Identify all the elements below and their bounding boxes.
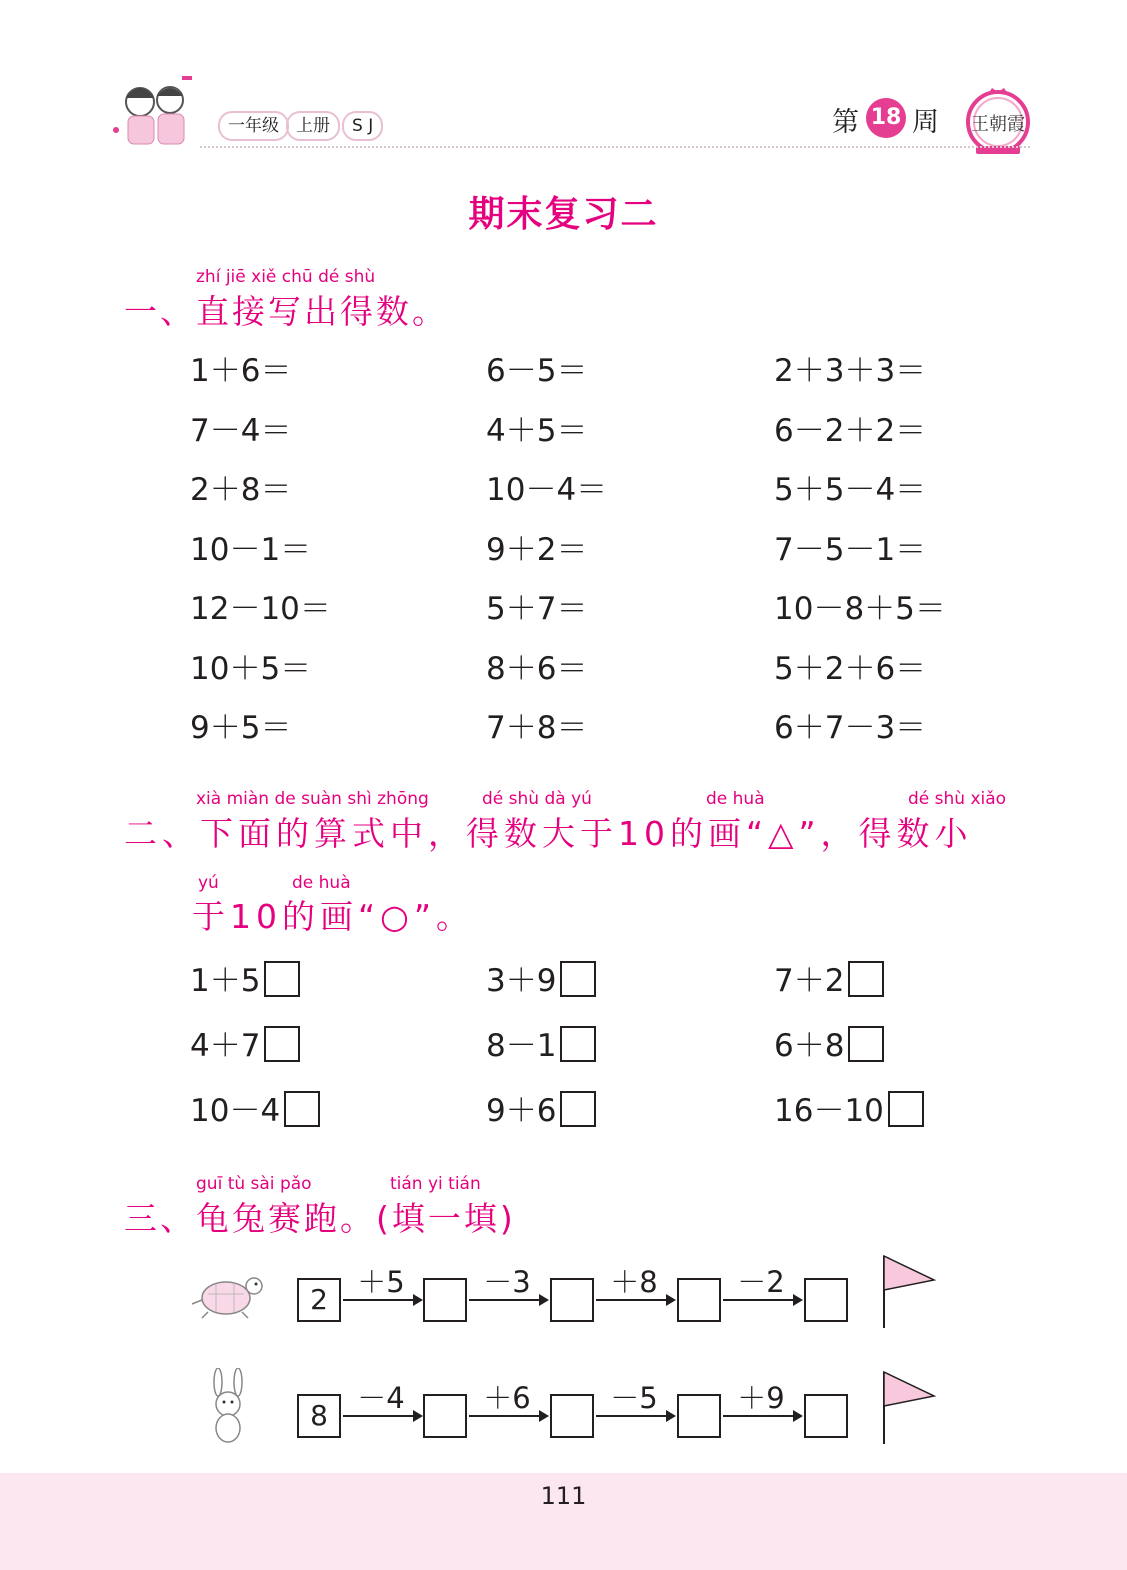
expression: 3＋9 — [486, 963, 557, 999]
equation: 5＋2＋6＝ — [774, 650, 927, 687]
comparison-item — [190, 1020, 300, 1065]
answer-box[interactable] — [560, 1091, 596, 1127]
section2-pinyin-1: xià miàn de suàn shì zhōng — [196, 789, 429, 809]
equation: 9＋2＝ — [486, 531, 588, 568]
answer-box[interactable] — [888, 1091, 924, 1127]
arrow-line — [596, 1299, 668, 1301]
arrow-head-icon — [413, 1410, 423, 1422]
arrow-line — [469, 1415, 541, 1417]
arrow-line — [596, 1415, 668, 1417]
comparison-item — [486, 955, 596, 1000]
answer-box[interactable] — [550, 1394, 594, 1438]
equation: 7－5－1＝ — [774, 531, 927, 568]
comparison-item — [774, 1085, 924, 1130]
arrow-head-icon — [539, 1294, 549, 1306]
expression: 7＋2 — [774, 963, 845, 999]
svg-text:王朝霞: 王朝霞 — [971, 114, 1025, 135]
section2-pinyin-2: dé shù dà yú — [482, 789, 592, 809]
answer-box[interactable] — [848, 1026, 884, 1062]
section3-heading: 三、龟兔赛跑。(填一填) — [124, 1199, 516, 1238]
section2-pinyin-4: dé shù xiǎo — [908, 789, 1007, 809]
finish-flag-icon — [878, 1370, 938, 1446]
equation: 10＋5＝ — [190, 650, 312, 687]
comparison-item — [486, 1085, 596, 1130]
answer-box[interactable] — [677, 1278, 721, 1322]
equation: 10－1＝ — [190, 531, 312, 568]
operation-label: ＋5 — [357, 1265, 405, 1299]
operation-label: ＋8 — [610, 1265, 658, 1299]
week-suffix: 周 — [912, 107, 939, 138]
expression: 6＋8 — [774, 1028, 845, 1064]
equation: 12－10＝ — [190, 591, 331, 627]
equation: 7＋8＝ — [486, 710, 588, 746]
comparison-item — [486, 1020, 596, 1065]
equation: 8＋6＝ — [486, 650, 588, 687]
expression: 16－10 — [774, 1093, 884, 1129]
arrow-line — [343, 1415, 415, 1417]
start-number: 8 — [297, 1394, 341, 1438]
answer-box[interactable] — [848, 961, 884, 997]
equation: 9＋5＝ — [190, 710, 292, 746]
operation-label: －4 — [357, 1381, 405, 1415]
answer-box[interactable] — [550, 1278, 594, 1322]
answer-box[interactable] — [560, 961, 596, 997]
answer-box[interactable] — [560, 1026, 596, 1062]
operation-label: ＋6 — [483, 1381, 531, 1415]
turtle-icon — [188, 1268, 268, 1322]
expression: 10－4 — [190, 1093, 281, 1129]
comparison-item — [190, 1085, 320, 1130]
arrow-line — [469, 1299, 541, 1301]
equation: 10－4＝ — [486, 472, 608, 508]
equation: 6＋7－3＝ — [774, 710, 927, 746]
section1-pinyin: zhí jiē xiě chū dé shù — [196, 267, 376, 287]
grade-badge: 一年级 — [218, 111, 289, 141]
answer-box[interactable] — [264, 1026, 300, 1062]
arrow-head-icon — [793, 1294, 803, 1306]
arrow-head-icon — [539, 1410, 549, 1422]
equation: 6－2＋2＝ — [774, 412, 927, 449]
arrow-head-icon — [666, 1410, 676, 1422]
answer-box[interactable] — [804, 1394, 848, 1438]
answer-box[interactable] — [423, 1394, 467, 1438]
section2-pinyin-3: de huà — [706, 789, 765, 809]
page-number: 111 — [540, 1482, 587, 1510]
arrow-head-icon — [793, 1410, 803, 1422]
comparison-item — [190, 955, 300, 1000]
expression: 9＋6 — [486, 1093, 557, 1129]
answer-box[interactable] — [264, 961, 300, 997]
answer-box[interactable] — [677, 1394, 721, 1438]
equation: 4＋5＝ — [486, 412, 588, 449]
week-prefix: 第 — [832, 107, 859, 138]
arrow-line — [723, 1415, 795, 1417]
arrow-line — [723, 1299, 795, 1301]
volume-badge: 上册 — [286, 111, 340, 141]
expression: 8－1 — [486, 1028, 557, 1064]
equation: 2＋3＋3＝ — [774, 353, 927, 389]
equation: 2＋8＝ — [190, 472, 292, 508]
equation: 5＋7＝ — [486, 591, 588, 627]
equation: 5＋5－4＝ — [774, 472, 927, 508]
header-divider — [200, 146, 1030, 148]
rabbit-icon — [204, 1368, 254, 1446]
comparison-item — [774, 955, 884, 1000]
expression: 4＋7 — [190, 1028, 261, 1064]
arrow-head-icon — [413, 1294, 423, 1306]
comparison-item — [774, 1020, 884, 1065]
answer-box[interactable] — [804, 1278, 848, 1322]
section2-heading-line2: 于10的画“○”。 — [192, 897, 474, 936]
arrow-head-icon — [666, 1294, 676, 1306]
section3-pinyin-2: tián yi tián — [390, 1174, 481, 1194]
operation-label: －3 — [483, 1265, 531, 1299]
equation: 1＋6＝ — [190, 353, 292, 389]
equation: 7－4＝ — [190, 412, 292, 449]
operation-label: －5 — [610, 1381, 658, 1415]
page-title: 期末复习二 — [468, 194, 659, 235]
expression: 1＋5 — [190, 963, 261, 999]
equation: 6－5＝ — [486, 353, 588, 389]
start-number: 2 — [297, 1278, 341, 1322]
section1-heading: 一、直接写出得数。 — [124, 292, 448, 331]
operation-label: －2 — [737, 1265, 785, 1299]
section2-heading-line1: 二、下面的算式中，得数大于10的画“△”，得数小 — [124, 814, 973, 853]
operation-label: ＋9 — [737, 1381, 785, 1415]
kids-illustration — [108, 70, 208, 155]
equation: 10－8＋5＝ — [774, 591, 946, 627]
section2-pinyin-6: de huà — [292, 873, 351, 893]
section2-pinyin-5: yú — [198, 873, 219, 893]
answer-box[interactable] — [284, 1091, 320, 1127]
section3-pinyin-1: guī tù sài pǎo — [196, 1174, 312, 1194]
finish-flag-icon — [878, 1254, 938, 1330]
arrow-line — [343, 1299, 415, 1301]
answer-box[interactable] — [423, 1278, 467, 1322]
edition-badge: S J — [342, 111, 383, 141]
week-number-badge: 18 — [866, 98, 906, 138]
